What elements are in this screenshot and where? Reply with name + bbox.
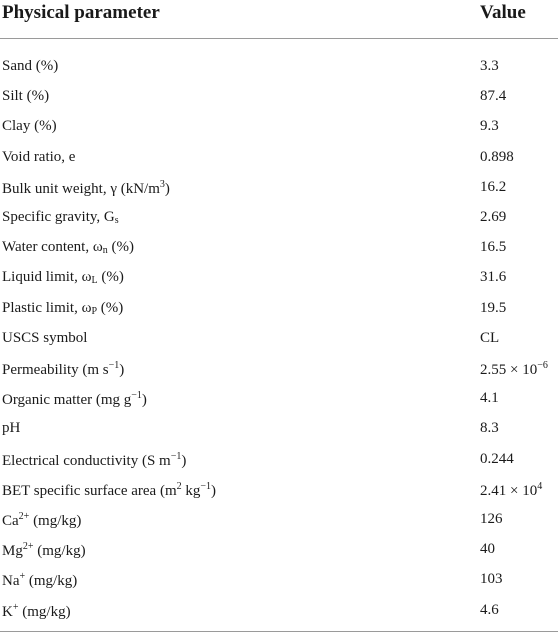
parameter-text: Plastic limit, ω (2, 299, 92, 316)
parameter-text: ) (119, 362, 125, 378)
parameter-cell (2, 118, 57, 135)
table-header (0, 0, 558, 39)
table-row (0, 203, 558, 233)
table-row (0, 414, 558, 444)
value-text: 103 (480, 571, 503, 588)
parameter-cell (2, 541, 86, 560)
parameter-cell (2, 571, 77, 590)
value-cell (480, 118, 499, 135)
value-text: 4.1 (480, 390, 499, 407)
parameter-supscript: −1 (170, 450, 182, 462)
table-row (0, 384, 558, 414)
parameter-supscript: 3 (159, 178, 165, 190)
parameter-text: Water content, ω (2, 239, 103, 256)
parameter-cell (2, 239, 134, 256)
table-row (0, 263, 558, 293)
value-text: 0.244 (480, 450, 514, 467)
table-row (0, 173, 558, 203)
parameter-text: (%) (107, 239, 134, 256)
value-text: 87.4 (480, 88, 507, 105)
parameter-supscript: 2+ (22, 541, 34, 553)
parameter-text: ) (211, 482, 217, 499)
parameter-text: pH (2, 420, 21, 437)
parameter-supscript: + (12, 601, 19, 613)
parameter-text: Permeability (m s (2, 362, 109, 378)
value-cell (480, 511, 503, 528)
parameter-text: ) (164, 180, 170, 197)
parameter-text: (%) (97, 299, 124, 316)
value-text: 16.5 (480, 239, 507, 256)
value-text: 2.55 × 10 (480, 362, 538, 378)
parameter-text: Bulk unit weight, γ (kN/m (2, 180, 160, 197)
parameter-cell (2, 420, 20, 437)
value-text: 9.3 (480, 118, 499, 135)
table-row (0, 112, 558, 142)
parameter-text: Na (2, 573, 20, 590)
parameter-cell (2, 58, 58, 75)
table-row (0, 82, 558, 112)
table-row (0, 52, 558, 82)
parameter-cell (2, 300, 123, 317)
parameter-supscript: −1 (131, 390, 142, 402)
value-supscript: 4 (537, 480, 543, 492)
value-cell (480, 481, 542, 500)
parameter-text: BET specific surface area (m (2, 482, 177, 499)
parameter-subscript: s (114, 215, 119, 226)
parameter-text: (%) (97, 269, 124, 286)
value-cell (480, 179, 506, 196)
value-cell (480, 360, 548, 379)
parameter-text: Electrical conductivity (S m (2, 452, 171, 469)
parameter-text: Liquid limit, ω (2, 269, 92, 286)
table-row (0, 565, 558, 595)
parameter-cell (2, 88, 49, 105)
table-row (0, 233, 558, 263)
value-cell (480, 209, 506, 226)
table-row (0, 143, 558, 173)
parameter-text: Void ratio, e (2, 148, 76, 165)
parameter-subscript: L (91, 275, 98, 287)
value-cell (480, 149, 514, 166)
value-cell (480, 300, 506, 317)
header-value: Value (480, 2, 526, 23)
value-cell (480, 451, 514, 468)
parameter-text: Sand (%) (2, 58, 59, 74)
value-cell (480, 571, 503, 588)
value-text: 16.2 (480, 178, 507, 195)
parameter-text: Clay (%) (2, 118, 57, 135)
value-text: 2.41 × 10 (480, 482, 538, 499)
value-text: 8.3 (480, 420, 499, 437)
parameter-text: (mg/kg) (18, 603, 71, 620)
value-cell (480, 239, 506, 256)
value-cell (480, 420, 499, 437)
parameter-text: kg (181, 482, 201, 499)
parameter-cell (2, 481, 216, 500)
value-text: 0.898 (480, 148, 514, 165)
value-cell (480, 269, 506, 286)
parameter-text: (mg/kg) (29, 513, 82, 529)
table-row (0, 294, 558, 324)
value-text: 2.69 (480, 209, 507, 225)
table-row (0, 445, 558, 475)
parameter-text: Mg (2, 543, 23, 560)
table-row (0, 324, 558, 354)
value-text: 126 (480, 511, 503, 527)
table-row (0, 354, 558, 384)
table-row (0, 505, 558, 535)
value-cell (480, 330, 499, 347)
parameter-cell (2, 451, 186, 470)
parameter-cell (2, 360, 124, 379)
parameter-subscript: n (102, 245, 108, 257)
parameter-cell (2, 269, 124, 286)
table-row (0, 535, 558, 565)
parameter-supscript: −1 (108, 360, 120, 371)
parameter-text: USCS symbol (2, 329, 88, 346)
parameter-text: K (2, 603, 13, 620)
parameter-supscript: 2 (176, 480, 182, 492)
parameter-cell (2, 179, 170, 198)
value-text: 3.3 (480, 58, 499, 74)
table-row (0, 475, 558, 505)
parameter-text: Specific gravity, G (2, 209, 115, 225)
value-text: 31.6 (480, 269, 507, 286)
value-supscript: −6 (537, 360, 548, 371)
parameter-text: Organic matter (mg g (2, 392, 132, 409)
bottom-rule (0, 631, 558, 632)
value-text: 4.6 (480, 601, 499, 618)
header-parameter: Physical parameter (2, 2, 160, 23)
parameter-cell (2, 149, 75, 166)
parameter-text: Silt (%) (2, 88, 50, 105)
parameter-supscript: 2+ (18, 511, 30, 522)
parameter-cell (2, 511, 81, 530)
parameter-cell (2, 330, 87, 347)
value-cell (480, 602, 499, 619)
value-cell (480, 541, 495, 558)
parameter-text: ) (141, 392, 147, 409)
table-row (0, 596, 558, 626)
parameter-cell (2, 602, 71, 621)
value-text: CL (480, 329, 500, 346)
value-text: 40 (480, 541, 495, 558)
parameter-supscript: −1 (200, 480, 212, 492)
parameter-text: (mg/kg) (33, 543, 86, 560)
value-text: 19.5 (480, 299, 507, 316)
value-cell (480, 58, 499, 75)
parameter-cell (2, 390, 147, 409)
parameter-text: ) (181, 452, 187, 469)
parameter-text: (mg/kg) (25, 573, 78, 590)
parameter-supscript: + (19, 571, 26, 583)
parameter-text: Ca (2, 513, 19, 529)
parameter-subscript: P (91, 305, 98, 317)
value-cell (480, 88, 506, 105)
value-cell (480, 390, 499, 407)
parameter-cell (2, 209, 119, 226)
